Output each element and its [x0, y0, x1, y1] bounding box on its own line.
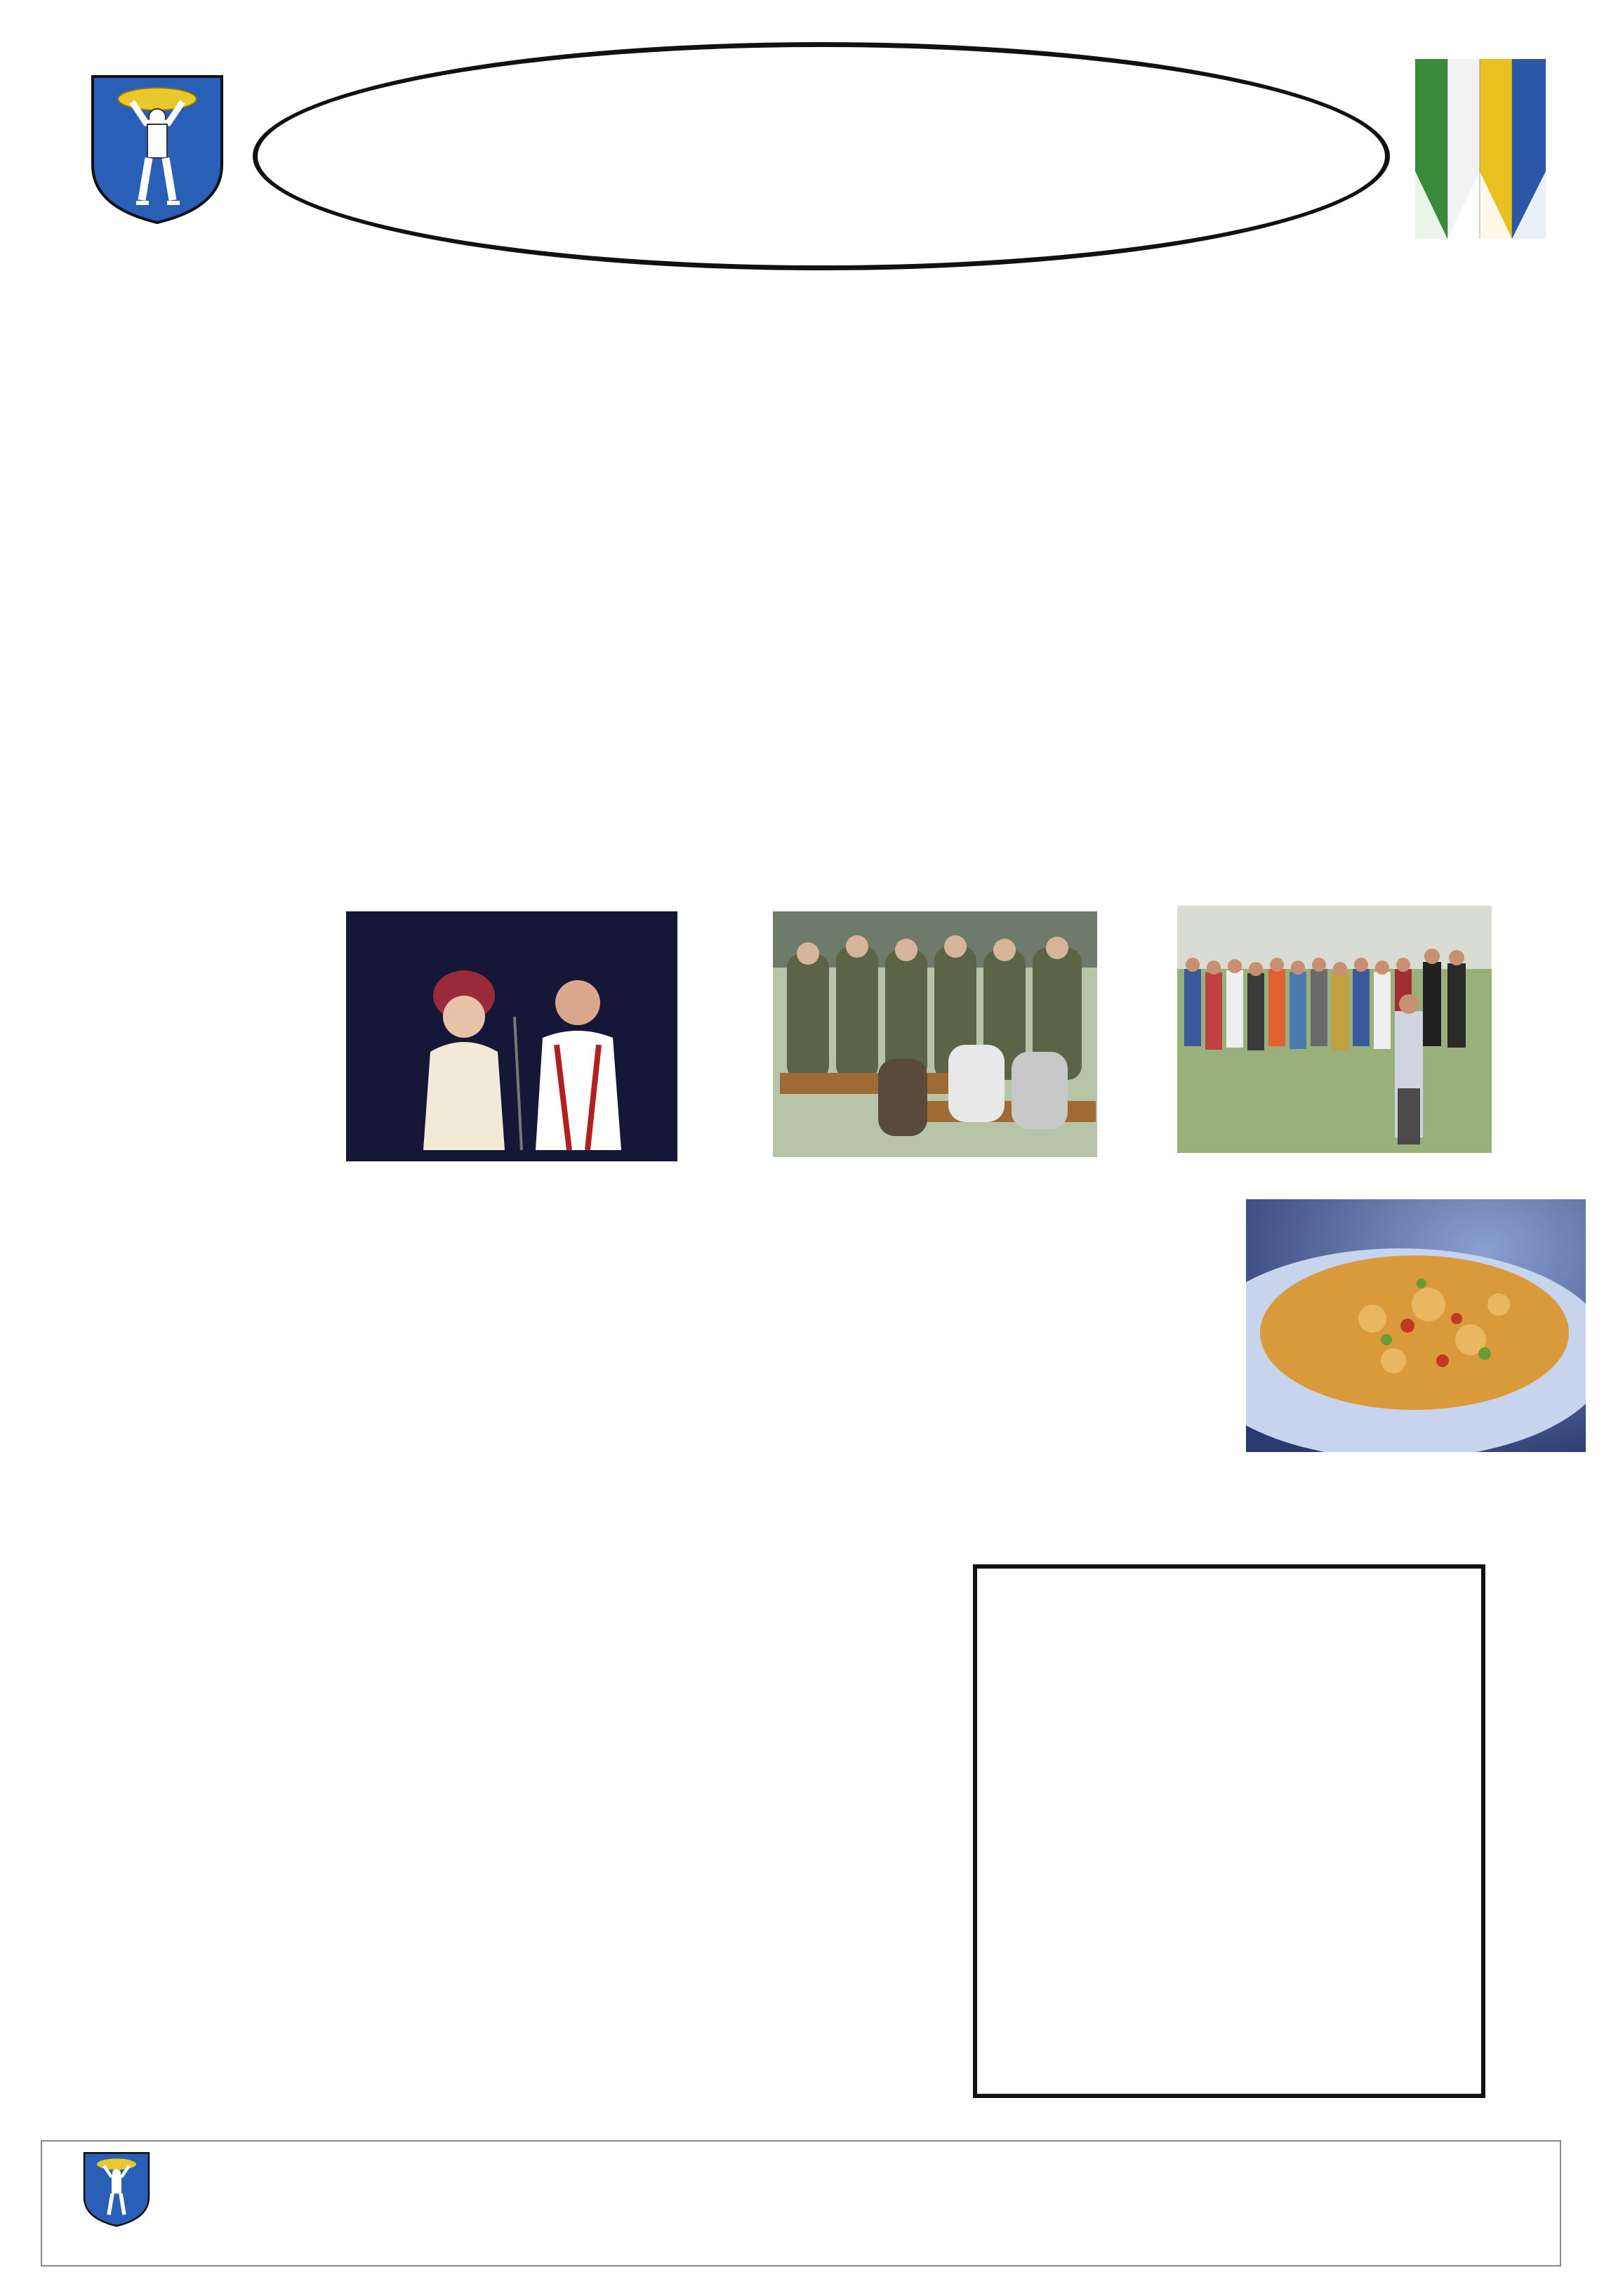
footer-crest	[83, 2150, 150, 2229]
photo-singers	[346, 911, 677, 1161]
masthead-title	[250, 27, 1393, 285]
coat-of-arms	[90, 74, 225, 225]
photo-soldiers	[773, 911, 1097, 1157]
village-flag	[1415, 59, 1546, 239]
footer-box	[41, 2140, 1561, 2267]
sudoku-grid[interactable]	[973, 1564, 1485, 2098]
photo-children	[1177, 906, 1492, 1153]
photo-risotto	[1246, 1199, 1586, 1452]
